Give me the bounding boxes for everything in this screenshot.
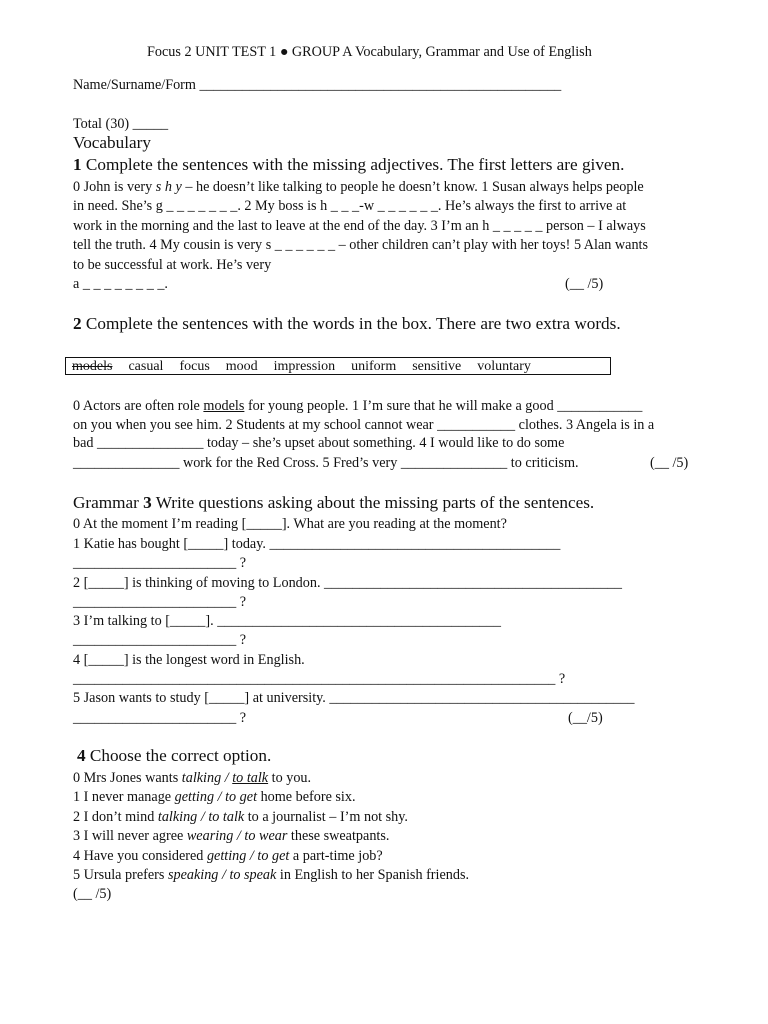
ex4-text: in English to her Spanish friends. <box>276 867 470 883</box>
ex1-instruction: Complete the sentences with the missing adjectives. The first letters are given. <box>85 155 625 174</box>
ex3-answer-line[interactable]: ____________________________________________________________________ ? <box>73 671 566 687</box>
ex3-instruction: Write questions asking about the missing parts of the sentences. <box>155 493 595 512</box>
ex3-label: Grammar <box>73 493 139 512</box>
ex4-text: 3 I will never agree <box>73 828 187 844</box>
ex4-text: home before six. <box>257 789 356 805</box>
ex1-line-4: tell the truth. 4 My cousin is very s _ _ _ _ _ _ – other children can’t play with her toys! 5 Alan wants <box>73 237 649 253</box>
ex1-text: – he doesn’t like talking to people he doesn’t know. 1 Susan always helps people <box>181 179 644 195</box>
ex2-number: 2 <box>73 314 82 333</box>
name-field[interactable]: Name/Surname/Form ___________________________________________________ <box>73 77 562 93</box>
ex4-text: to a journalist – I’m not shy. <box>244 809 408 825</box>
word-box <box>65 357 611 375</box>
word-box-item: impression <box>273 359 336 374</box>
ex2-heading <box>73 314 621 334</box>
ex4-item <box>73 847 383 865</box>
ex3-answer-line[interactable]: _______________________ ? <box>73 710 247 726</box>
ex4-item <box>73 827 389 845</box>
ex2-example-answer: models <box>203 398 245 414</box>
ex3-answer-line[interactable]: _______________________ ? <box>73 555 247 571</box>
ex1-line-6: a _ _ _ _ _ _ _ _. <box>73 276 168 292</box>
ex2-line-2: on you when you see him. 2 Students at my school cannot wear ___________ clothes. 3 Angela is in a <box>73 417 655 433</box>
ex2-line-1 <box>73 397 642 415</box>
ex3-line[interactable]: 1 Katie has bought [_____] today. _________________________________________ <box>73 536 561 552</box>
ex3-line[interactable]: 2 [_____] is thinking of moving to London. __________________________________________ <box>73 575 622 591</box>
ex3-line[interactable]: 5 Jason wants to study [_____] at university. ___________________________________________ <box>73 690 635 706</box>
ex4-option-a[interactable]: getting <box>174 789 215 805</box>
ex3-score: (__/5) <box>568 710 603 726</box>
ex2-text: 0 Actors are often role <box>73 398 204 414</box>
total-score: Total (30) _____ <box>73 116 169 132</box>
ex1-score: (__ /5) <box>565 276 604 292</box>
ex4-option-a[interactable]: speaking <box>167 867 219 883</box>
ex4-separator: / <box>233 828 245 844</box>
word-box-item: casual <box>128 359 164 374</box>
section-heading-vocabulary: Vocabulary <box>73 133 151 152</box>
ex4-text: to you. <box>268 770 312 786</box>
ex2-score: (__ /5) <box>650 455 689 471</box>
ex4-option-b[interactable]: to speak <box>229 867 277 883</box>
ex4-instruction: Choose the correct option. <box>89 746 272 765</box>
ex2-line-3: bad _______________ today – she’s upset about something. 4 I would like to do some <box>73 435 565 451</box>
ex1-line-1 <box>73 178 644 196</box>
ex1-number: 1 <box>73 155 82 174</box>
ex3-number: 3 <box>143 493 152 512</box>
ex1-line-2: in need. She’s g _ _ _ _ _ _ _. 2 My boss is h _ _ _-w _ _ _ _ _ _. He’s always the first to arrive at <box>73 198 627 214</box>
ex4-option-b[interactable]: to talk <box>208 809 245 825</box>
ex4-heading <box>77 746 271 766</box>
ex4-separator: / <box>218 867 230 883</box>
ex4-separator: / <box>221 770 233 786</box>
ex4-option-b[interactable]: to wear <box>244 828 288 844</box>
ex4-item <box>73 788 356 806</box>
ex4-text: a part-time job? <box>289 848 383 864</box>
ex4-separator: / <box>197 809 209 825</box>
ex3-line: 4 [_____] is the longest word in English. <box>73 652 305 668</box>
ex4-option-a[interactable]: talking <box>157 809 198 825</box>
ex4-option-a[interactable]: talking <box>181 770 222 786</box>
word-box-item: uniform <box>351 359 397 374</box>
word-box-item: voluntary <box>477 359 531 374</box>
ex3-answer-line[interactable]: _______________________ ? <box>73 632 247 648</box>
ex4-separator: / <box>214 789 226 805</box>
word-box-item: focus <box>179 359 210 374</box>
ex2-instruction: Complete the sentences with the words in the box. There are two extra words. <box>85 314 621 333</box>
ex4-item <box>73 808 408 826</box>
ex4-option-a[interactable]: getting <box>206 848 247 864</box>
ex3-line[interactable]: 3 I’m talking to [_____]. ________________________________________ <box>73 613 501 629</box>
ex4-separator: / <box>246 848 258 864</box>
ex4-score: (__ /5) <box>73 886 112 902</box>
ex4-text: 2 I don’t mind <box>73 809 158 825</box>
ex2-line-4: _______________ work for the Red Cross. 5 Fred’s very _______________ to criticism. <box>73 455 579 471</box>
word-box-item: mood <box>225 359 258 374</box>
page-title: Focus 2 UNIT TEST 1 ● GROUP A Vocabulary, Grammar and Use of English <box>147 44 592 60</box>
ex1-example-answer: s h y <box>155 179 182 195</box>
ex3-heading <box>73 493 594 513</box>
ex3-answer-line[interactable]: _______________________ ? <box>73 594 247 610</box>
ex4-text: 5 Ursula prefers <box>73 867 168 883</box>
word-box-item: sensitive <box>412 359 462 374</box>
ex4-item <box>73 769 311 787</box>
ex4-option-b[interactable]: to get <box>257 848 290 864</box>
ex1-line-3: work in the morning and the last to leave at the end of the day. 3 I’m an h _ _ _ _ _ person – I always <box>73 218 646 234</box>
ex4-option-b[interactable]: to talk <box>232 770 269 786</box>
ex4-number: 4 <box>77 746 86 765</box>
ex4-text: 0 Mrs Jones wants <box>73 770 182 786</box>
ex4-text: these sweatpants. <box>287 828 390 844</box>
ex4-text: 4 Have you considered <box>73 848 207 864</box>
ex2-text: for young people. 1 I’m sure that he will make a good ____________ <box>244 398 643 414</box>
word-box-item: models <box>72 359 113 374</box>
ex4-text: 1 I never manage <box>73 789 175 805</box>
ex4-item <box>73 866 469 884</box>
ex1-line-5: to be successful at work. He’s very <box>73 257 272 273</box>
ex1-text: 0 John is very <box>73 179 156 195</box>
ex4-option-b[interactable]: to get <box>225 789 258 805</box>
ex4-option-a[interactable]: wearing <box>186 828 234 844</box>
ex1-heading <box>73 155 624 175</box>
ex3-line: 0 At the moment I’m reading [_____]. What are you reading at the moment? <box>73 516 507 532</box>
